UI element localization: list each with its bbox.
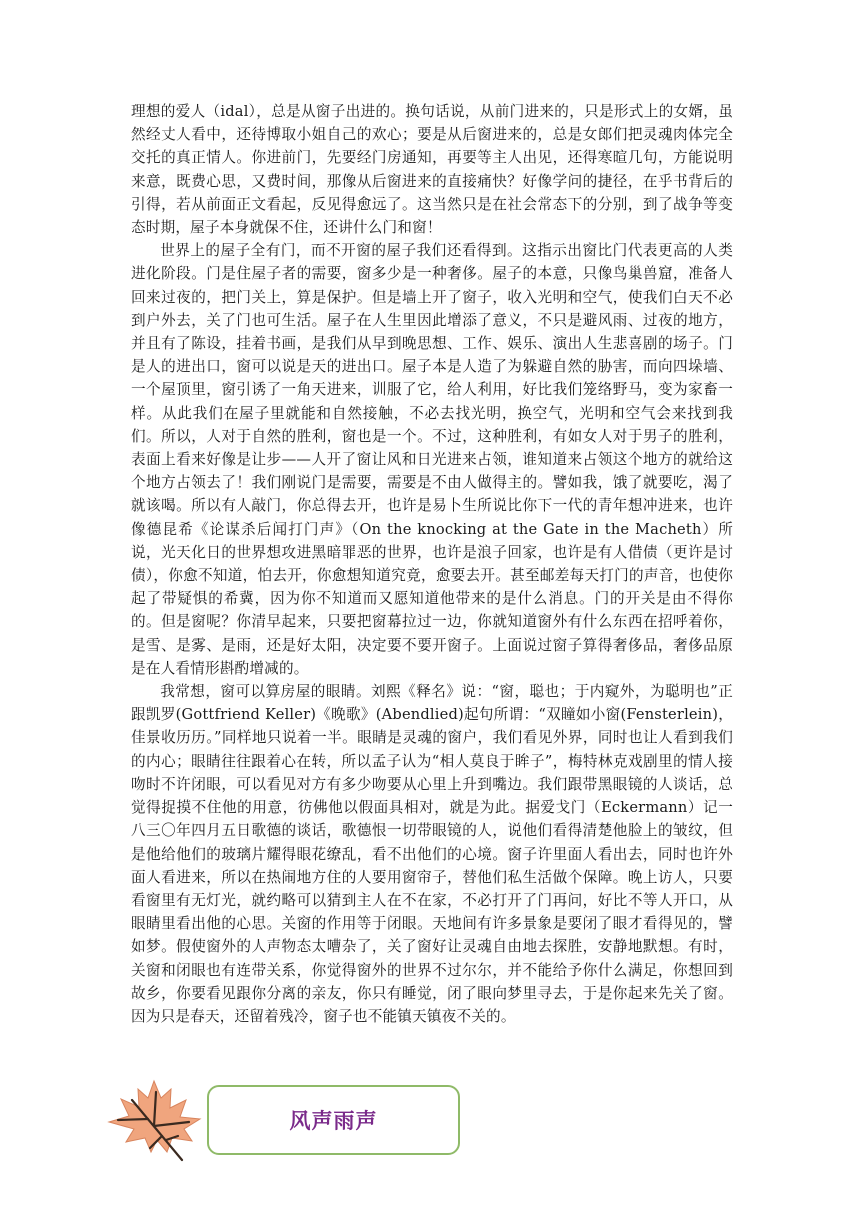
article-paragraph-3: 我常想，窗可以算房屋的眼睛。刘熙《释名》说：“窗，聪也；于内窥外，为聪明也”正跟凯罗(Gottfriend Keller)《晚歌》(Abendlied)起句所谓：“双瞳如小窗(Fensterlein)，佳景收历历。”同样地只说着一半。眼睛是灵魂的窗户，我们看见外界，同时也让人看到我们的内心；眼睛往往跟着心在转，所以孟子认为“相人莫良于眸子”，梅特林克戏剧里的情人接吻时不许闭眼，可以看见对方有多少吻要从心里上升到嘴边。我们跟带黑眼镜的人谈话，总觉得捉摸不住他的用意，彷佛他以假面具相对，就是为此。据爱戈门（Eckermann）记一八三〇年四月五日歌德的谈话，歌德恨一切带眼镜的人，说他们看得清楚他脸上的皱纹，但是他给他们的玻璃片耀得眼花缭乱，看不出他们的心境。窗子许里面人看出去，同时也许外面人看进来，所以在热闹地方住的人要用窗帘子，替他们私生活做个保障。晚上访人，只要看窗里有无灯光，就约略可以猜到主人在不在家，不必打开了门再问，好比不等人开口，从眼睛里看出他的心思。关窗的作用等于闭眼。天地间有许多景象是要闭了眼才看得见的，譬如梦。假使窗外的人声物态太嘈杂了，关了窗好让灵魂自由地去探胜，安静地默想。有时，关窗和闭眼也有连带关系，你觉得窗外的世界不过尔尔，并不能给予你什么满足，你想回到故乡，你要看见跟你分离的亲友，你只有睡觉，闭了眼向梦里寻去，于是你起来先关了窗。因为只是春天，还留着残冷，窗子也不能镇天镇夜不关的。 <box>131 683 733 1025</box>
article-body <box>131 100 733 1028</box>
section-header-box <box>207 1085 460 1155</box>
article-paragraph-1: 理想的爱人（idal），总是从窗子出进的。换句话说，从前门进来的，只是形式上的女婿，虽然经丈人看中，还待博取小姐自己的欢心；要是从后窗进来的，总是女郎们把灵魂肉体完全交托的真正情人。你进前门，先要经门房通知，再要等主人出见，还得寒暄几句，方能说明来意，既费心思，又费时间，那像从后窗进来的直接痛快？好像学问的捷径，在乎书背后的引得，若从前面正文看起，反见得愈远了。这当然只是在社会常态下的分别，到了战争等变态时期，屋子本身就保不住，还讲什么门和窗！ <box>131 103 733 237</box>
article-paragraph-2: 世界上的屋子全有门，而不开窗的屋子我们还看得到。这指示出窗比门代表更高的人类进化阶段。门是住屋子者的需要，窗多少是一种奢侈。屋子的本意，只像鸟巢兽窟，准备人回来过夜的，把门关上，算是保护。但是墙上开了窗子，收入光明和空气，使我们白天不必到户外去，关了门也可生活。屋子在人生里因此增添了意义，不只是避风雨、过夜的地方，并且有了陈设，挂着书画，是我们从早到晚思想、工作、娱乐、演出人生悲喜剧的场子。门是人的进出口，窗可以说是天的进出口。屋子本是人造了为躲避自然的胁害，而向四垛墙、一个屋顶里，窗引诱了一角天进来，训服了它，给人利用，好比我们笼络野马，变为家畜一样。从此我们在屋子里就能和自然接触，不必去找光明，换空气，光明和空气会来找到我们。所以，人对于自然的胜利，窗也是一个。不过，这种胜利，有如女人对于男子的胜利，表面上看来好像是让步——人开了窗让风和日光进来占领，谁知道来占领这个地方的就给这个地方占领去了！我们刚说门是需要，需要是不由人做得主的。譬如我，饿了就要吃，渴了就该喝。所以有人敲门，你总得去开，也许是易卜生所说比你下一代的青年想冲进来，也许像德昆希《论谋杀后闻打门声》（On the knocking at the Gate in the Macheth）所说，光天化日的世界想攻进黑暗罪恶的世界，也许是浪子回家，也许是有人借债（更许是讨债），你愈不知道，怕去开，你愈想知道究竟，愈要去开。甚至邮差每天打门的声音，也使你起了带疑惧的希冀，因为你不知道而又愿知道他带来的是什么消息。门的开关是由不得你的。但是窗呢？你清早起来，只要把窗幕拉过一边，你就知道窗外有什么东西在招呼着你，是雪、是雾、是雨，还是好太阳，决定要不要开窗子。上面说过窗子算得奢侈品，奢侈品原是在人看情形斟酌增减的。 <box>131 242 733 677</box>
section-title: 风声雨声 <box>289 1109 378 1133</box>
maple-leaf-icon <box>104 1078 204 1164</box>
